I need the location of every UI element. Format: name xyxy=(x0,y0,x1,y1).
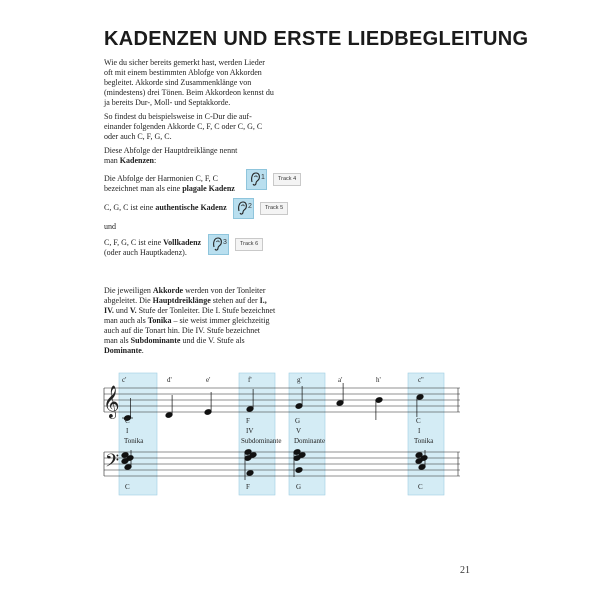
bass-note-name: G xyxy=(296,483,302,491)
track-label: Track 4 xyxy=(273,173,301,186)
chord-highlight-1 xyxy=(119,373,157,495)
chord-highlight-4 xyxy=(408,373,444,495)
bass-note-name: C xyxy=(125,483,130,491)
chord-function: Dominante xyxy=(294,437,326,445)
authentische-kadenz-text: C, G, C ist eine authentische Kadenz xyxy=(104,203,227,212)
note-name: g' xyxy=(297,376,302,384)
chord-function: Subdominante xyxy=(241,437,282,445)
page-number: 21 xyxy=(460,565,470,576)
bass-note-name: C xyxy=(418,483,423,491)
chord-step: I xyxy=(126,427,129,435)
note-name: f' xyxy=(248,376,252,384)
chord-name: C xyxy=(125,417,130,425)
chord-name: C xyxy=(416,417,421,425)
track-number: 3 xyxy=(223,239,227,246)
chord-function: Tonika xyxy=(124,437,144,445)
note-name: c'' xyxy=(418,376,424,384)
kadenzen-definition: Diese Abfolge der Hauptdreiklänge nennt man Kadenzen: xyxy=(104,146,238,165)
page-title: KADENZEN UND ERSTE LIEDBEGLEITUNG xyxy=(104,28,529,50)
chord-name: G xyxy=(295,417,301,425)
und-text: und xyxy=(104,222,116,231)
chord-step: V xyxy=(296,427,302,435)
note-name: e' xyxy=(206,376,211,384)
track-label: Track 6 xyxy=(235,238,263,251)
track-label: Track 5 xyxy=(260,202,288,215)
bass-note-name: F xyxy=(246,483,250,491)
chord-highlight-2 xyxy=(239,373,275,495)
note-name: c' xyxy=(122,376,127,384)
akkorde-paragraph: Die jeweiligen Akkorde werden von der Tonleiter abgeleitet. Die Hauptdreiklänge stehen auf der I., IV. und V. Stufe der Tonleiter. Die I. Stufe bezeichnet man auch als Tonika – sie weist immer gleichzeitig auch auf die Tonart hin. Die IV. Stufe bezeichnet man als Subdominante und die V. Stufe als Dominante. xyxy=(104,286,276,355)
bass-staff xyxy=(104,452,460,476)
chord-step: I xyxy=(418,427,421,435)
track-number: 1 xyxy=(261,174,265,181)
plagale-kadenz-text: Die Abfolge der Harmonien C, F, C bezeichnet man als eine plagale Kadenz xyxy=(104,174,235,193)
note-name: h' xyxy=(376,376,381,384)
note-name: d' xyxy=(167,376,172,384)
treble-staff xyxy=(104,388,460,412)
track-number: 2 xyxy=(248,203,252,210)
note-name: a' xyxy=(338,376,343,384)
vollkadenz-text: C, F, G, C ist eine Vollkadenz (oder auch Hauptkadenz). xyxy=(104,238,202,257)
chord-step: IV xyxy=(246,427,254,435)
bass-clef-icon: 𝄢 xyxy=(105,451,120,476)
chord-function: Tonika xyxy=(414,437,434,445)
example-paragraph: So findest du beispielsweise in C-Dur die auf- einander folgenden Akkorde C, F, C oder C, G, C oder auch C, F, G, C. xyxy=(104,112,263,141)
treble-clef-icon: 𝄞 xyxy=(103,385,120,418)
chord-highlight-3 xyxy=(289,373,325,495)
chord-name: F xyxy=(246,417,250,425)
intro-paragraph: Wie du sicher bereits gemerkt hast, werden Lieder oft mit einem bestimmten Ablofge von Akkorden begleitet. Akkorde sind Zusammenklänge von (mindestens) drei Tönen. Beim Akkordeon kennst du ja bereits Dur-, Moll- und Septakkorde. xyxy=(104,58,274,107)
